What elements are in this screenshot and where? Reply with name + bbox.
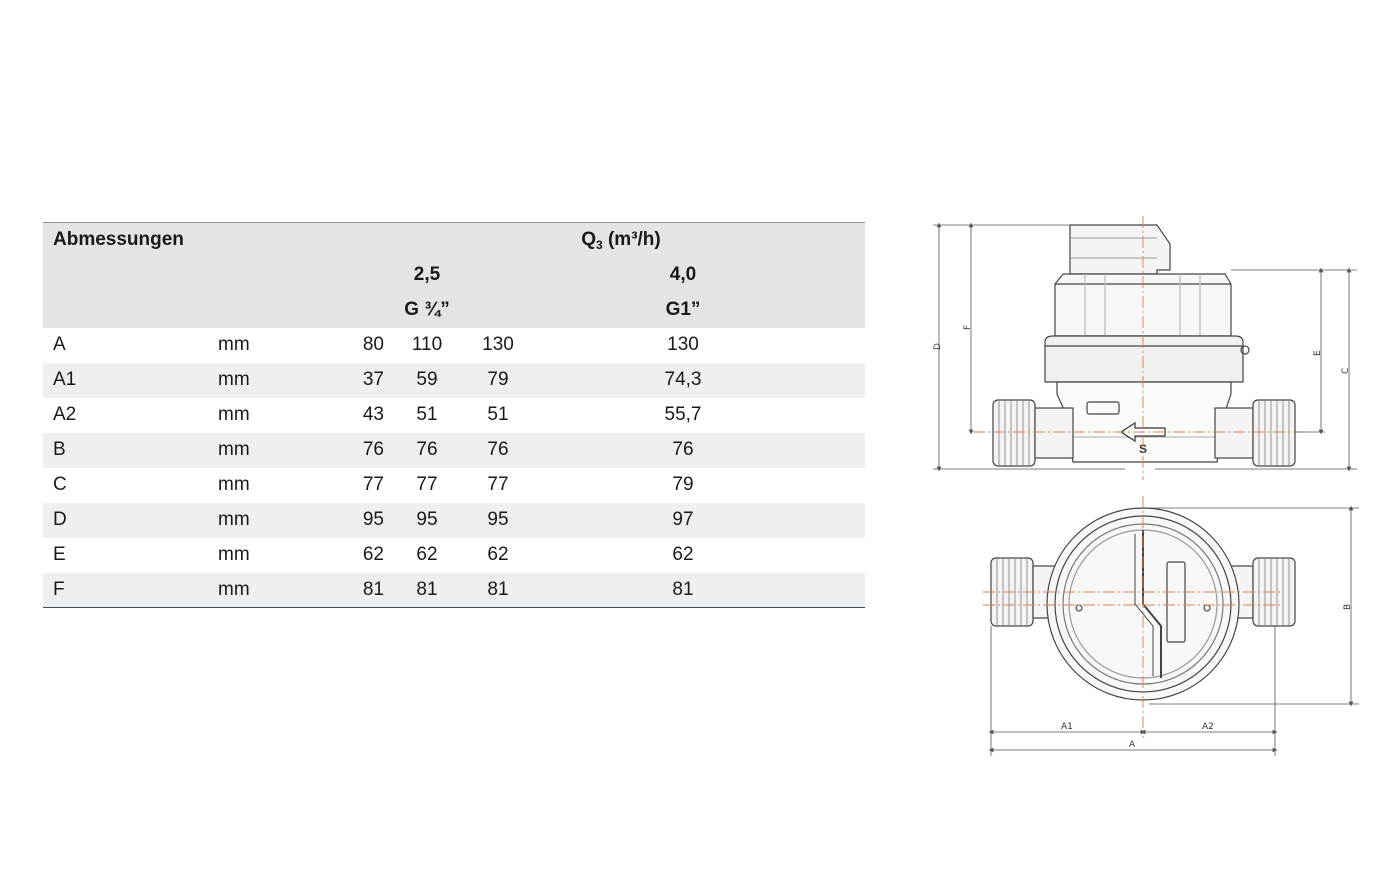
flow-rate-2-5: 2,5	[413, 264, 441, 285]
cell-value: 79	[672, 474, 694, 495]
row-label: E	[53, 544, 66, 565]
row-unit: mm	[218, 404, 250, 425]
label-c: C	[1341, 367, 1351, 374]
table-row	[43, 468, 865, 503]
row-unit: mm	[218, 474, 250, 495]
cell-value: 81	[672, 578, 694, 600]
thread-g34: G ¾”	[404, 299, 450, 320]
cell-value: 130	[667, 334, 699, 355]
cell-value: 62	[487, 544, 509, 565]
cell-value: 130	[482, 334, 514, 355]
row-label: D	[53, 509, 67, 530]
label-f: F	[963, 324, 973, 330]
cell-value: 51	[487, 404, 509, 425]
label-d: D	[933, 343, 943, 350]
label-a1: A1	[1061, 722, 1073, 732]
cell-value: 81	[487, 578, 509, 600]
cell-value: 43	[362, 404, 384, 425]
cell-value: 59	[416, 369, 438, 390]
label-a: A	[1129, 740, 1136, 750]
label-b: B	[1343, 603, 1353, 610]
table-row	[43, 328, 865, 363]
cell-value: 95	[362, 509, 384, 530]
row-unit: mm	[218, 544, 250, 565]
table-row	[43, 363, 865, 398]
table-row	[43, 433, 865, 468]
flow-rate-4-0: 4,0	[669, 264, 697, 285]
table-row	[43, 573, 865, 608]
cell-value: 62	[672, 544, 694, 565]
row-unit: mm	[218, 578, 250, 600]
cell-value: 80	[362, 334, 384, 355]
side-view	[993, 225, 1295, 466]
dimensions-table	[43, 222, 865, 608]
row-label: A	[53, 334, 66, 355]
label-e: E	[1313, 350, 1323, 356]
table-row	[43, 398, 865, 433]
cell-value: 95	[416, 509, 438, 530]
water-meter-technical-drawing	[925, 212, 1365, 772]
cell-value: 81	[416, 578, 438, 600]
cell-value: 79	[487, 369, 509, 390]
cell-value: 62	[362, 544, 384, 565]
flange-ring	[1045, 336, 1243, 382]
table-header-row	[43, 223, 865, 258]
cell-value: 76	[487, 439, 509, 460]
cell-value: 77	[362, 474, 384, 495]
cell-value: 110	[411, 334, 443, 355]
cell-value: 62	[416, 544, 438, 565]
row-unit: mm	[218, 369, 250, 390]
q-subscript: 3	[596, 237, 603, 252]
table-header-row	[43, 293, 865, 328]
cell-value: 55,7	[664, 404, 702, 425]
row-unit: mm	[218, 509, 250, 530]
table-row	[43, 503, 865, 538]
row-label: F	[53, 578, 65, 600]
row-unit: mm	[218, 334, 250, 355]
cell-value: 76	[416, 439, 438, 460]
table-row	[43, 538, 865, 573]
cell-value: 76	[362, 439, 384, 460]
label-a2: A2	[1202, 722, 1214, 732]
register-cap	[1070, 225, 1170, 274]
row-label: A2	[53, 404, 77, 425]
row-label: A1	[53, 369, 77, 390]
flow-rate-header	[338, 223, 865, 258]
thread-g1: G1”	[665, 299, 701, 320]
cell-value: 81	[362, 578, 384, 600]
row-label: B	[53, 439, 66, 460]
label-s: S	[1139, 442, 1148, 456]
cell-value: 37	[362, 369, 384, 390]
cell-value: 97	[672, 509, 694, 530]
cell-value: 95	[487, 509, 509, 530]
cell-value: 51	[416, 404, 438, 425]
q-symbol: Q	[581, 228, 597, 250]
cell-value: 77	[416, 474, 438, 495]
table-header-row	[43, 258, 865, 293]
cell-value: 77	[487, 474, 509, 495]
row-unit: mm	[218, 439, 250, 460]
cell-value: 74,3	[664, 369, 702, 390]
cell-value: 76	[672, 439, 694, 460]
row-label: C	[53, 474, 67, 495]
q-unit: (m³/h)	[607, 228, 661, 250]
table-title: Abmessungen	[53, 229, 184, 251]
